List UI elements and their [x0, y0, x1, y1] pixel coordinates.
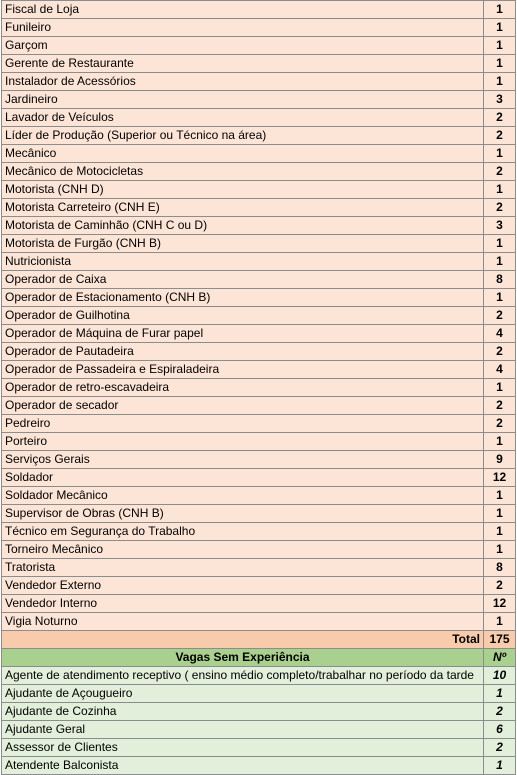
- job-title-cell[interactable]: Atendente Balconista: [2, 757, 484, 775]
- vacancy-count-cell[interactable]: 1: [484, 55, 516, 73]
- job-title-cell[interactable]: Jardineiro: [2, 91, 484, 109]
- job-title-cell[interactable]: Motorista de Furgão (CNH B): [2, 235, 484, 253]
- table-row: [2, 739, 516, 757]
- table-row: [2, 757, 516, 775]
- vacancy-count-cell[interactable]: 8: [484, 559, 516, 577]
- section-header-row: [2, 649, 516, 667]
- job-title-cell[interactable]: Torneiro Mecânico: [2, 541, 484, 559]
- table-row: [2, 523, 516, 541]
- vacancy-count-cell[interactable]: 1: [484, 1, 516, 19]
- job-title-cell[interactable]: Operador de Caixa: [2, 271, 484, 289]
- table-row: [2, 127, 516, 145]
- vacancy-count-cell[interactable]: 1: [484, 685, 516, 703]
- job-title-cell[interactable]: Líder de Produção (Superior ou Técnico na área): [2, 127, 484, 145]
- table-row: [2, 109, 516, 127]
- table-row: [2, 415, 516, 433]
- table-row: [2, 91, 516, 109]
- job-title-cell[interactable]: Operador de Máquina de Furar papel: [2, 325, 484, 343]
- vacancy-count-cell[interactable]: 2: [484, 739, 516, 757]
- job-title-cell[interactable]: Instalador de Acessórios: [2, 73, 484, 91]
- vacancy-count-cell[interactable]: 1: [484, 253, 516, 271]
- table-row: [2, 487, 516, 505]
- table-row: [2, 55, 516, 73]
- vacancy-count-cell[interactable]: 2: [484, 397, 516, 415]
- vacancy-count-cell[interactable]: 2: [484, 109, 516, 127]
- vacancy-count-cell[interactable]: 1: [484, 73, 516, 91]
- table-row: [2, 307, 516, 325]
- vacancy-count-cell[interactable]: 1: [484, 541, 516, 559]
- vacancy-count-cell[interactable]: 10: [484, 667, 516, 685]
- table-row: [2, 181, 516, 199]
- vacancy-count-cell[interactable]: 2: [484, 703, 516, 721]
- job-title-cell[interactable]: Garçom: [2, 37, 484, 55]
- vacancy-count-cell[interactable]: 6: [484, 721, 516, 739]
- vacancy-count-cell[interactable]: 2: [484, 199, 516, 217]
- vacancy-count-cell[interactable]: 1: [484, 613, 516, 631]
- job-title-cell[interactable]: Tratorista: [2, 559, 484, 577]
- job-title-cell[interactable]: Agente de atendimento receptivo ( ensino médio completo/trabalhar no período da tarde: [2, 667, 484, 685]
- vacancy-count-cell[interactable]: 3: [484, 217, 516, 235]
- total-value[interactable]: 175: [484, 631, 516, 649]
- table-row: [2, 343, 516, 361]
- table-row: [2, 73, 516, 91]
- job-title-cell[interactable]: Operador de Guilhotina: [2, 307, 484, 325]
- job-title-cell[interactable]: Gerente de Restaurante: [2, 55, 484, 73]
- job-title-cell[interactable]: Mecânico de Motocicletas: [2, 163, 484, 181]
- vacancy-count-cell[interactable]: 1: [484, 181, 516, 199]
- job-title-cell[interactable]: Pedreiro: [2, 415, 484, 433]
- job-title-cell[interactable]: Operador de retro-escavadeira: [2, 379, 484, 397]
- job-title-cell[interactable]: Vendedor Externo: [2, 577, 484, 595]
- job-title-cell[interactable]: Ajudante Geral: [2, 721, 484, 739]
- table-row: [2, 613, 516, 631]
- job-title-cell[interactable]: Porteiro: [2, 433, 484, 451]
- vacancy-count-cell[interactable]: 1: [484, 433, 516, 451]
- table-row: [2, 199, 516, 217]
- job-title-cell[interactable]: Soldador: [2, 469, 484, 487]
- vacancy-count-cell[interactable]: 1: [484, 523, 516, 541]
- job-title-cell[interactable]: Operador de secador: [2, 397, 484, 415]
- table-row: [2, 505, 516, 523]
- table-row: [2, 397, 516, 415]
- job-title-cell[interactable]: Assessor de Clientes: [2, 739, 484, 757]
- vacancy-count-cell[interactable]: 4: [484, 361, 516, 379]
- job-title-cell[interactable]: Lavador de Veículos: [2, 109, 484, 127]
- job-title-cell[interactable]: Motorista de Caminhão (CNH C ou D): [2, 217, 484, 235]
- vacancy-count-cell[interactable]: 2: [484, 415, 516, 433]
- vacancy-count-cell[interactable]: 1: [484, 19, 516, 37]
- table-row: [2, 577, 516, 595]
- job-title-cell[interactable]: Vendedor Interno: [2, 595, 484, 613]
- vacancy-count-cell[interactable]: 1: [484, 487, 516, 505]
- vacancy-count-cell[interactable]: 1: [484, 145, 516, 163]
- vacancy-count-cell[interactable]: 1: [484, 757, 516, 775]
- table-row: [2, 19, 516, 37]
- vacancy-count-cell[interactable]: 2: [484, 343, 516, 361]
- table-row: [2, 703, 516, 721]
- table-row: [2, 559, 516, 577]
- job-title-cell[interactable]: Supervisor de Obras (CNH B): [2, 505, 484, 523]
- table-row: [2, 595, 516, 613]
- section-title: Vagas Sem Experiência: [2, 649, 484, 667]
- table-row: [2, 469, 516, 487]
- table-row: [2, 289, 516, 307]
- table-row: [2, 541, 516, 559]
- job-title-cell[interactable]: Operador de Passadeira e Espiraladeira: [2, 361, 484, 379]
- count-column-header: Nº: [484, 649, 516, 667]
- vacancies-table-body: [2, 1, 516, 775]
- job-title-cell[interactable]: Serviços Gerais: [2, 451, 484, 469]
- vacancy-count-cell[interactable]: 1: [484, 289, 516, 307]
- job-title-cell[interactable]: Técnico em Segurança do Trabalho: [2, 523, 484, 541]
- job-title-cell[interactable]: Motorista Carreteiro (CNH E): [2, 199, 484, 217]
- vacancy-count-cell[interactable]: 12: [484, 595, 516, 613]
- job-title-cell[interactable]: Motorista (CNH D): [2, 181, 484, 199]
- vacancy-count-cell[interactable]: 4: [484, 325, 516, 343]
- vacancy-count-cell[interactable]: 3: [484, 91, 516, 109]
- table-row: [2, 1, 516, 19]
- job-title-cell[interactable]: Operador de Pautadeira: [2, 343, 484, 361]
- table-row: [2, 37, 516, 55]
- table-row: [2, 217, 516, 235]
- vacancy-count-cell[interactable]: 9: [484, 451, 516, 469]
- job-title-cell[interactable]: Ajudante de Cozinha: [2, 703, 484, 721]
- table-row: [2, 667, 516, 685]
- vacancy-count-cell[interactable]: 2: [484, 163, 516, 181]
- job-title-cell[interactable]: Funileiro: [2, 19, 484, 37]
- vacancy-count-cell[interactable]: 2: [484, 577, 516, 595]
- vacancies-table: [1, 0, 516, 775]
- job-title-cell[interactable]: Mecânico: [2, 145, 484, 163]
- job-title-cell[interactable]: Ajudante de Açougueiro: [2, 685, 484, 703]
- table-row: [2, 685, 516, 703]
- table-row: [2, 253, 516, 271]
- job-title-cell[interactable]: Soldador Mecânico: [2, 487, 484, 505]
- total-row: [2, 631, 516, 649]
- job-title-cell[interactable]: Vigia Noturno: [2, 613, 484, 631]
- table-row: [2, 325, 516, 343]
- table-row: [2, 145, 516, 163]
- table-row: [2, 235, 516, 253]
- table-row: [2, 361, 516, 379]
- table-row: [2, 433, 516, 451]
- table-row: [2, 379, 516, 397]
- vacancy-count-cell[interactable]: 1: [484, 379, 516, 397]
- table-row: [2, 271, 516, 289]
- job-title-cell[interactable]: Operador de Estacionamento (CNH B): [2, 289, 484, 307]
- vacancy-count-cell[interactable]: 1: [484, 37, 516, 55]
- vacancy-count-cell[interactable]: 12: [484, 469, 516, 487]
- job-title-cell[interactable]: Nutricionista: [2, 253, 484, 271]
- vacancy-count-cell[interactable]: 8: [484, 271, 516, 289]
- table-row: [2, 451, 516, 469]
- vacancy-count-cell[interactable]: 1: [484, 235, 516, 253]
- vacancy-count-cell[interactable]: 1: [484, 505, 516, 523]
- job-title-cell[interactable]: Fiscal de Loja: [2, 1, 484, 19]
- vacancy-count-cell[interactable]: 2: [484, 127, 516, 145]
- vacancy-count-cell[interactable]: 2: [484, 307, 516, 325]
- table-row: [2, 163, 516, 181]
- total-label: Total: [2, 631, 484, 649]
- table-row: [2, 721, 516, 739]
